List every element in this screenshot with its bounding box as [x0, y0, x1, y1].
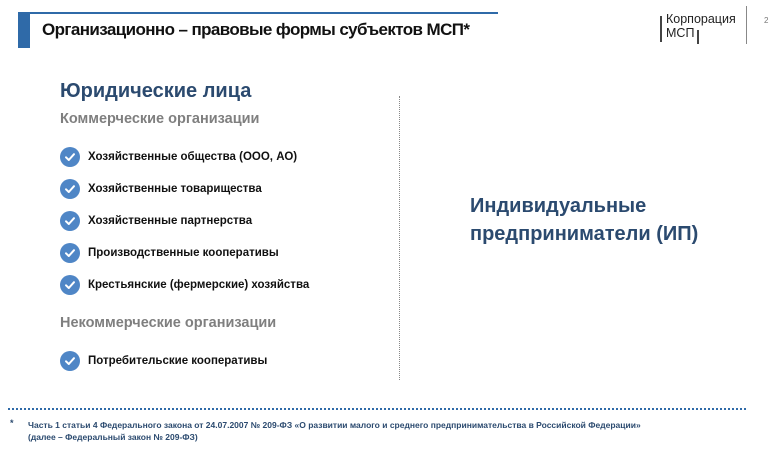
logo-frame-left: [660, 16, 662, 42]
list-item-label: Хозяйственные партнерства: [88, 215, 253, 227]
page-number: 2: [764, 16, 769, 25]
footer-divider: [8, 408, 746, 410]
list-item-label: Производственные кооперативы: [88, 247, 279, 259]
check-circle-icon: [60, 147, 80, 167]
list-item: [60, 205, 380, 237]
list-item-label: Крестьянские (фермерские) хозяйства: [88, 279, 310, 291]
legal-entities-column: [60, 80, 380, 377]
check-circle-icon: [60, 351, 80, 371]
header-line: [30, 12, 498, 14]
check-circle-icon: [60, 179, 80, 199]
logo-line1: Корпорация: [666, 12, 736, 26]
individual-line2: предприниматели (ИП): [470, 223, 699, 245]
logo-divider: [746, 6, 747, 44]
logo-frame-right: [697, 30, 699, 44]
legal-entities-title: Юридические лица: [60, 80, 252, 102]
footnote-marker: *: [10, 418, 14, 428]
individual-line1: Индивидуальные: [470, 195, 647, 217]
header-accent: [18, 12, 30, 48]
logo-line2: МСП: [666, 26, 695, 40]
list-item-label: Потребительские кооперативы: [88, 355, 268, 367]
check-circle-icon: [60, 243, 80, 263]
footnote-line2: (далее – Федеральный закон № 209-ФЗ): [28, 432, 198, 442]
list-item-label: Хозяйственные общества (ООО, АО): [88, 151, 298, 163]
individual-entrepreneurs-title: [470, 192, 730, 248]
check-circle-icon: [60, 211, 80, 231]
logo-text: [666, 12, 736, 40]
list-item: [60, 141, 380, 173]
list-item: [60, 173, 380, 205]
noncommercial-group-title: Некоммерческие организации: [60, 315, 277, 331]
list-item: [60, 237, 380, 269]
column-divider: [399, 96, 400, 380]
list-item-label: Хозяйственные товарищества: [88, 183, 262, 195]
corporation-logo: [660, 12, 740, 46]
list-item: [60, 345, 380, 377]
check-circle-icon: [60, 275, 80, 295]
page-title: Организационно – правовые формы субъектов МСП*: [42, 20, 470, 39]
footnote: [28, 419, 728, 443]
header-bar: [0, 12, 498, 48]
commercial-group-title: Коммерческие организации: [60, 111, 260, 127]
footnote-line1: Часть 1 статьи 4 Федерального закона от 24.07.2007 № 209-ФЗ «О развитии малого и среднего предпринимательства в Российской Федерации»: [28, 420, 641, 430]
list-item: [60, 269, 380, 301]
